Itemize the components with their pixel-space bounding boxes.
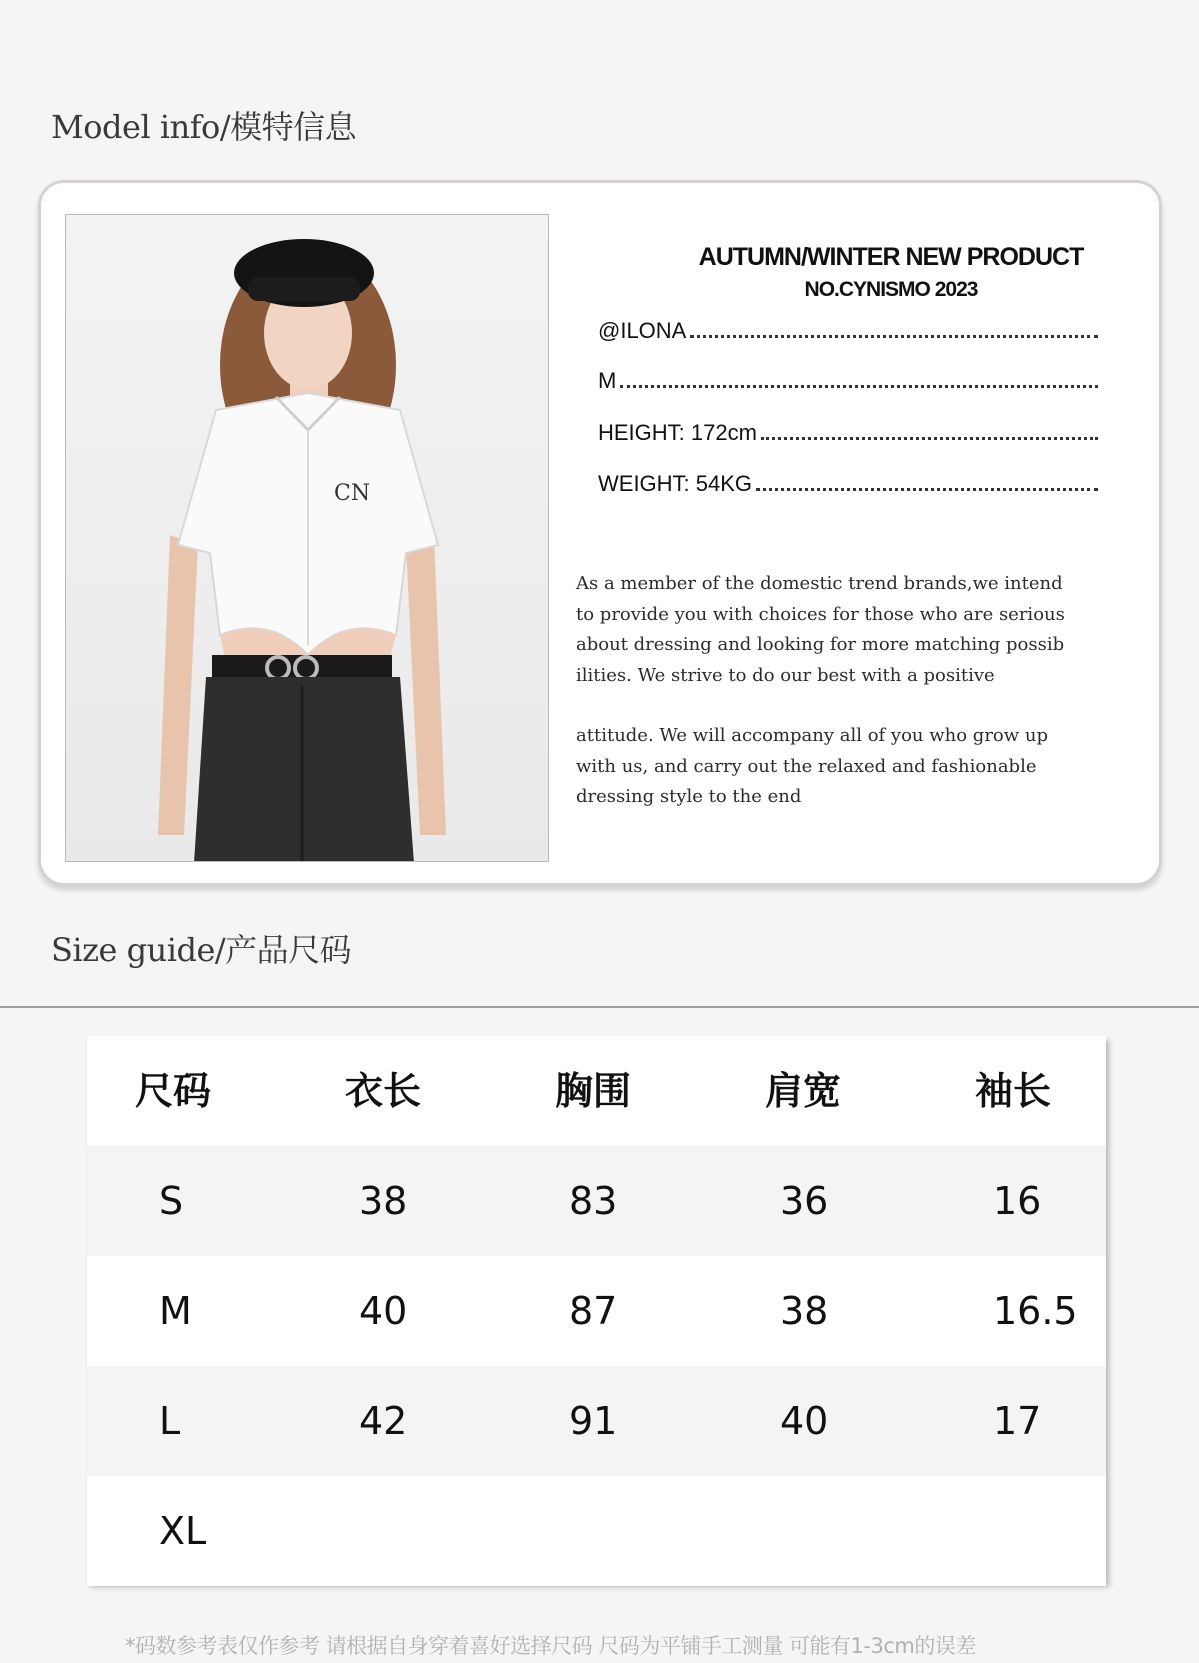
model-name-row — [598, 314, 1098, 344]
header-size: 尺码 — [135, 1069, 212, 1113]
model-photo — [65, 214, 549, 862]
product-number: NO.CYNISMO 2023 — [804, 278, 978, 301]
size-cell: M — [159, 1289, 192, 1333]
svg-text:CN: CN — [334, 481, 371, 506]
model-name: @ILONA — [598, 318, 687, 343]
length-cell: 38 — [359, 1179, 408, 1223]
product-header — [581, 243, 1141, 302]
shoulder-cell: 40 — [780, 1399, 829, 1443]
table-row — [87, 1476, 1106, 1586]
table-header-row — [87, 1036, 1106, 1146]
length-cell: 40 — [359, 1289, 408, 1333]
shoulder-cell: 38 — [780, 1289, 829, 1333]
chest-cell: 91 — [569, 1399, 618, 1443]
table-row — [87, 1366, 1106, 1476]
model-size: M — [598, 368, 617, 393]
header-sleeve: 袖长 — [975, 1069, 1052, 1113]
shoulder-cell: 36 — [780, 1179, 829, 1223]
chest-cell: 87 — [569, 1289, 618, 1333]
sleeve-cell: 16 — [993, 1179, 1042, 1223]
product-season: AUTUMN/WINTER NEW PRODUCT — [698, 243, 1084, 271]
size-table — [87, 1036, 1106, 1583]
brand-paragraph-1: As a member of the domestic trend brands,we intend to provide you with choices for those who are serious about dressing and looking for more matching possib ilities. We strive to do our best with a positive — [576, 573, 1065, 686]
brand-paragraph-2: attitude. We will accompany all of you who grow up with us, and carry out the relaxed and fashionable dressing style to the end — [576, 725, 1049, 807]
size-cell: S — [159, 1179, 184, 1223]
size-footnote: *码数参考表仅作参考 请根据自身穿着喜好选择尺码 尺码为平铺手工测量 可能有1-3cm的误差 — [125, 1634, 976, 1658]
header-shoulder: 肩宽 — [765, 1069, 842, 1113]
table-row — [87, 1256, 1106, 1366]
model-size-row — [598, 364, 1098, 394]
size-cell: L — [159, 1399, 181, 1443]
model-height-row — [598, 416, 1098, 446]
sleeve-cell: 16.5 — [993, 1289, 1078, 1333]
table-row — [87, 1146, 1106, 1256]
model-info-title: Model info/模特信息 — [51, 108, 357, 146]
size-guide-title: Size guide/产品尺码 — [51, 931, 352, 969]
model-info-card — [38, 180, 1162, 886]
length-cell: 42 — [359, 1399, 408, 1443]
model-info-panel — [581, 243, 1141, 302]
model-weight: WEIGHT: 54KG — [598, 471, 753, 496]
header-chest: 胸围 — [555, 1069, 632, 1113]
section-divider — [0, 1006, 1199, 1008]
sleeve-cell: 17 — [993, 1399, 1042, 1443]
header-length: 衣长 — [345, 1069, 422, 1113]
model-height: HEIGHT: 172cm — [598, 420, 757, 445]
size-cell: XL — [159, 1509, 207, 1553]
model-weight-row — [598, 467, 1098, 497]
chest-cell: 83 — [569, 1179, 618, 1223]
